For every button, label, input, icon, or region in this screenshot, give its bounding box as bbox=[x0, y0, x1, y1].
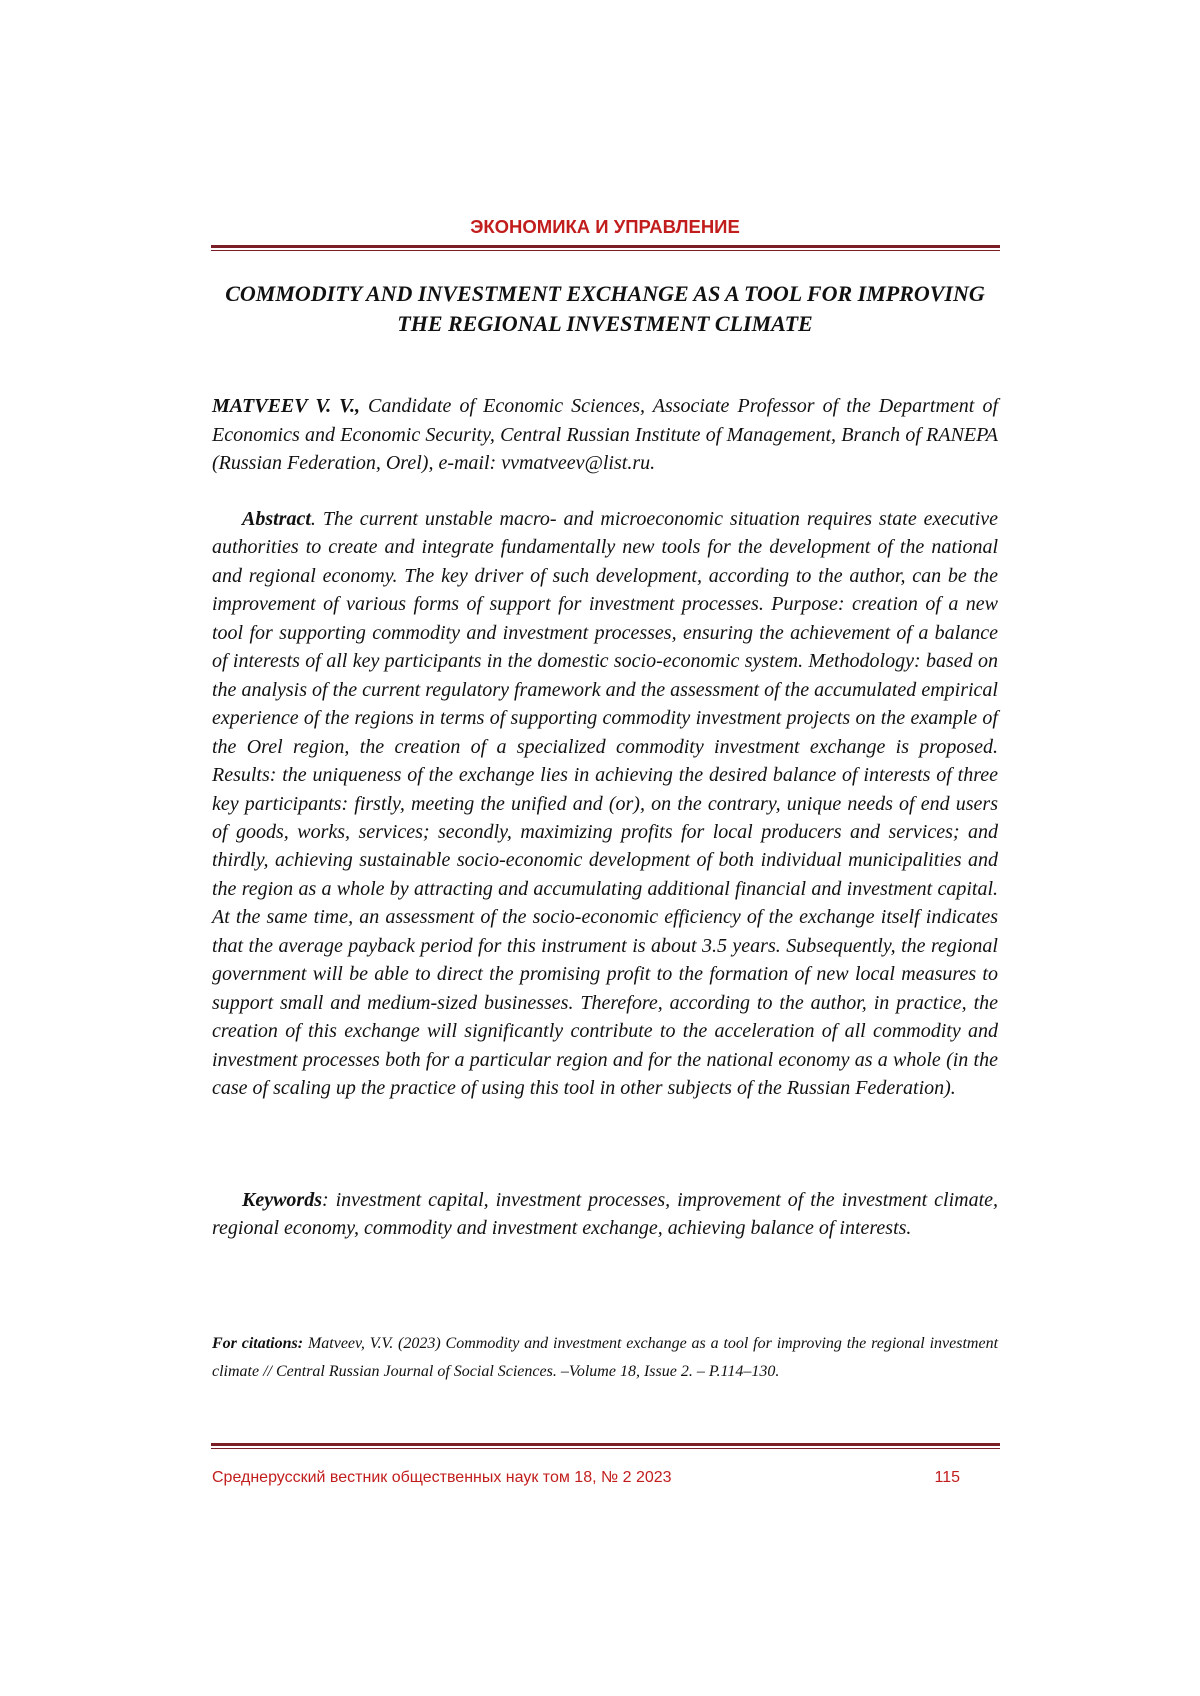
abstract-label: Abstract bbox=[242, 508, 311, 530]
citation-label: For citations: bbox=[212, 1335, 304, 1352]
author-name: MATVEEV V. V., bbox=[212, 395, 360, 417]
header-rule-thick bbox=[211, 245, 1000, 248]
author-block bbox=[212, 392, 998, 478]
article-title bbox=[212, 279, 998, 339]
footer-rule-thin bbox=[211, 1448, 1000, 1449]
article-title-line-2: THE REGIONAL INVESTMENT CLIMATE bbox=[397, 311, 813, 336]
keywords-text: : investment capital, investment processes, improvement of the investment climate, regional economy, commodity and investment exchange, achieving balance of interests. bbox=[212, 1189, 998, 1240]
section-header: ЭКОНОМИКА И УПРАВЛЕНИЕ bbox=[470, 216, 740, 237]
header-rule-thin bbox=[211, 250, 1000, 251]
keywords-paragraph bbox=[212, 1186, 998, 1243]
author-affiliation: Candidate of Economic Sciences, Associate Professor of the Department of Economics and Economic Security, Central Russian Institute of Management, Branch of RANEPA (Russian Federation, Orel), e-mail: vvmatveev@list.ru. bbox=[212, 395, 998, 474]
citation-text: Matveev, V.V. (2023) Commodity and investment exchange as a tool for improving the regional investment climate // Central Russian Journal of Social Sciences. –Volume 18, Issue 2. – P.114–130. bbox=[212, 1335, 999, 1380]
footer-journal-name: Среднерусский вестник общественных наук том 18, № 2 2023 bbox=[212, 1469, 672, 1486]
keywords-label: Keywords bbox=[242, 1189, 322, 1211]
citation-block bbox=[212, 1330, 998, 1386]
abstract-paragraph bbox=[212, 505, 998, 1103]
abstract-text: . The current unstable macro- and microeconomic situation requires state executive authorities to create and integrate fundamentally new tools for the development of the national and regional economy. The key driver of such development, according to the author, can be the improvement of various forms of support for investment processes. Purpose: creation of a new tool for supporting commodity and investment processes, ensuring the achievement of a balance of interests of all key participants in the domestic socio-economic system. Methodology: based on the analysis of the current regulatory framework and the assessment of the accumulated empirical experience of the regions in terms of supporting commodity investment projects on the example of the Orel region, the creation of a specialized commodity investment exchange is proposed. Results: the uniqueness of the exchange lies in achieving the desired balance of interests of three key participants: firstly, meeting the unified and (or), on the contrary, unique needs of end users of goods, works, services; secondly, maximizing profits for local producers and services; and thirdly, achieving sustainable socio-economic development of both individual municipalities and the region as a whole by attracting and accumulating additional financial and investment capital. At the same time, an assessment of the socio-economic efficiency of the exchange itself indicates that the average payback period for this instrument is about 3.5 years. Subsequently, the regional government will be able to direct the promising profit to the formation of new local measures to support small and medium-sized businesses. Therefore, according to the author, in practice, the creation of this exchange will significantly contribute to the acceleration of all commodity and investment processes both for a particular region and for the national economy as a whole (in the case of scaling up the practice of using this tool in other subjects of the Russian Federation). bbox=[212, 508, 998, 1100]
page-number: 115 bbox=[934, 1469, 960, 1486]
footer-rule-thick bbox=[211, 1443, 1000, 1446]
article-title-line-1: COMMODITY AND INVESTMENT EXCHANGE AS A TOOL FOR IMPROVING bbox=[225, 281, 985, 306]
